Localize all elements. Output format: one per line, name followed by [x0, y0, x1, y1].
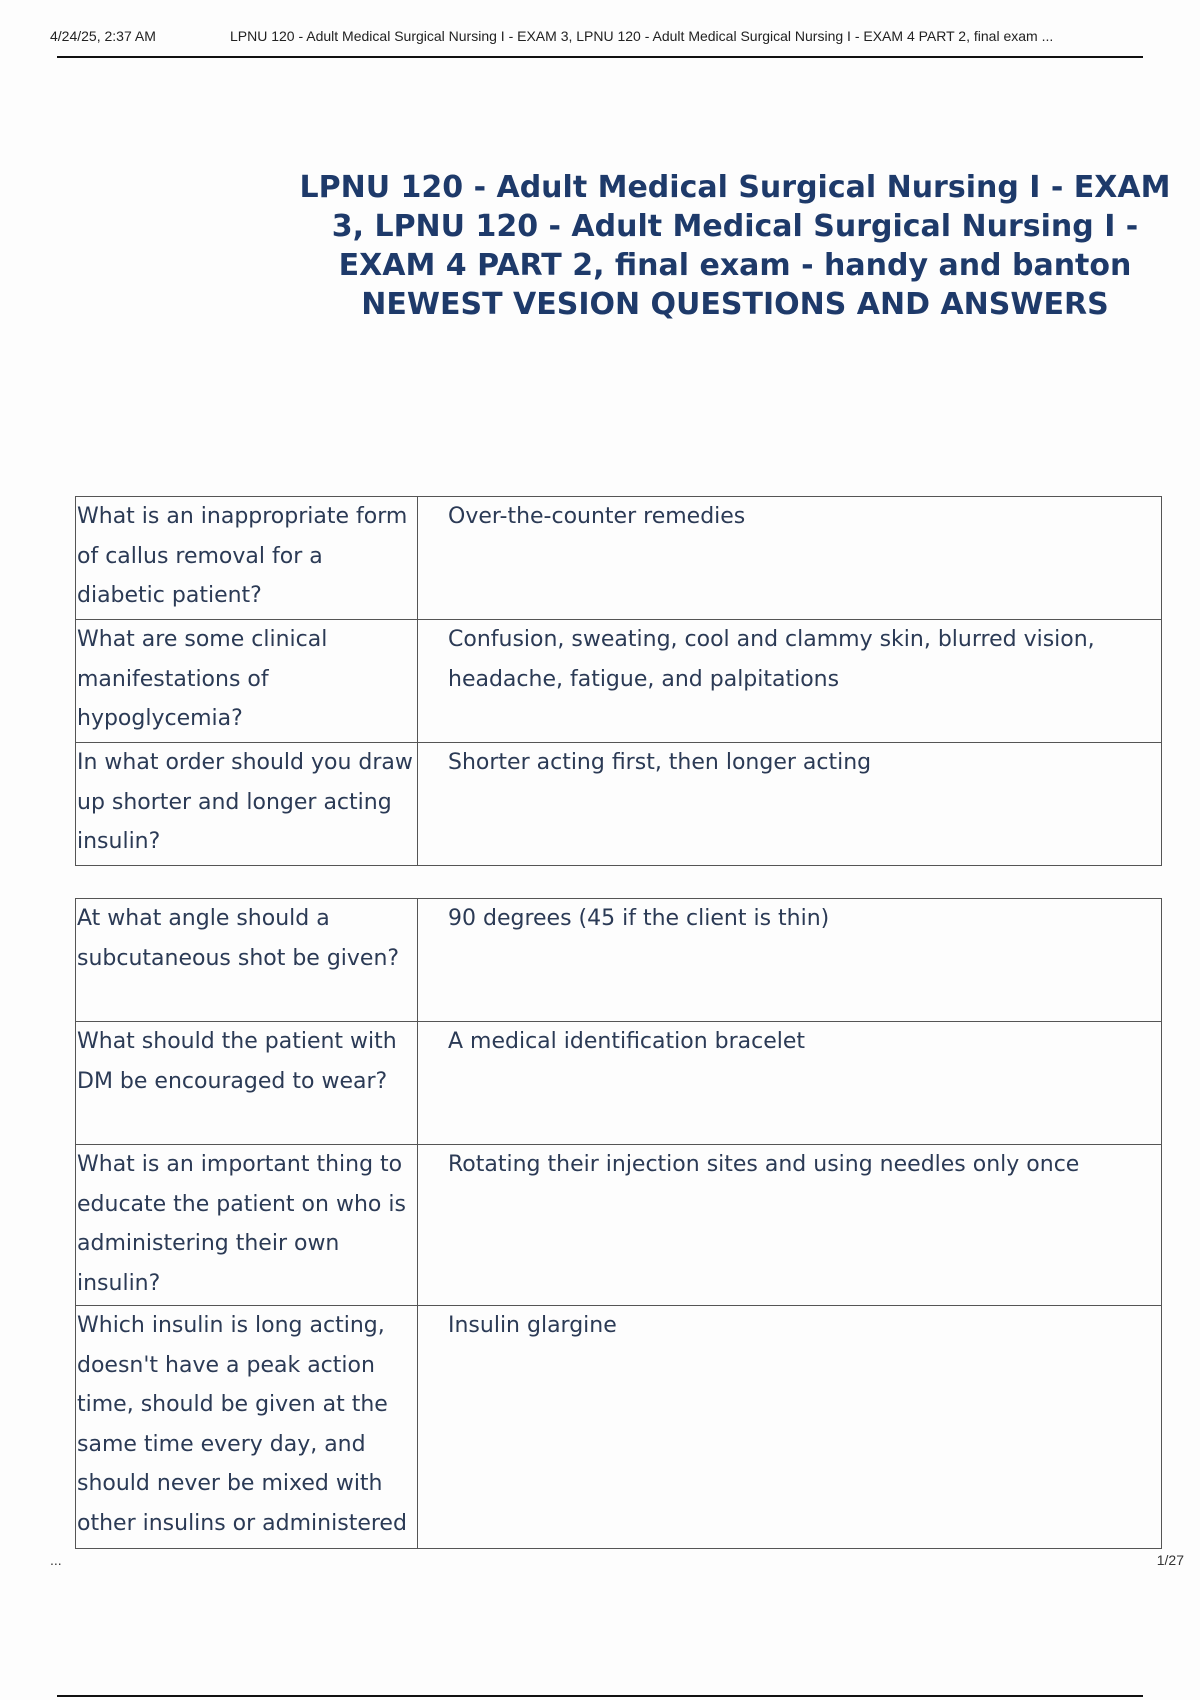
- answer-text: Rotating their injection sites and using needles only once: [448, 1152, 1080, 1177]
- qa-table-1: [75, 496, 1162, 866]
- page-number: 1/27: [1156, 1552, 1184, 1568]
- question-cell: [76, 620, 418, 743]
- answer-text: Confusion, sweating, cool and clammy skin, blurred vision, headache, fatigue, and palpitations: [448, 627, 1095, 692]
- answer-text: A medical identification bracelet: [448, 1029, 806, 1054]
- answer-cell: [418, 497, 1162, 620]
- question-cell: [76, 1022, 418, 1145]
- header-divider: [57, 56, 1143, 58]
- question-text: At what angle should a subcutaneous shot be given?: [77, 906, 400, 971]
- question-cell: [76, 743, 418, 866]
- table-row: [76, 620, 1162, 743]
- qa-table-2: [75, 898, 1162, 1549]
- print-header: [50, 28, 1150, 50]
- table-row: [76, 899, 1162, 1022]
- answer-text: Insulin glargine: [448, 1313, 617, 1338]
- answer-text: Over-the-counter remedies: [448, 504, 746, 529]
- question-cell: [76, 899, 418, 1022]
- table-row: [76, 497, 1162, 620]
- footer-divider: [57, 1695, 1143, 1697]
- question-text: What should the patient with DM be encouraged to wear?: [77, 1029, 397, 1094]
- print-date: 4/24/25, 2:37 AM: [50, 28, 156, 44]
- question-cell: [76, 1145, 418, 1306]
- answer-cell: [418, 899, 1162, 1022]
- table-row: [76, 743, 1162, 866]
- question-text: In what order should you draw up shorter and longer acting insulin?: [77, 750, 413, 854]
- question-text: What are some clinical manifestations of hypoglycemia?: [77, 627, 328, 731]
- print-footer: [0, 1552, 1200, 1576]
- answer-text: Shorter acting first, then longer acting: [448, 750, 872, 775]
- question-text: What is an inappropriate form of callus removal for a diabetic patient?: [77, 504, 408, 608]
- answer-cell: [418, 620, 1162, 743]
- question-cell: [76, 497, 418, 620]
- question-text: Which insulin is long acting, doesn't have a peak action time, should be given at the same time every day, and should never be mixed with other insulins or administered: [77, 1313, 407, 1536]
- question-text: What is an important thing to educate the patient on who is administering their own insulin?: [77, 1152, 406, 1296]
- question-cell: [76, 1306, 418, 1549]
- answer-text: 90 degrees (45 if the client is thin): [448, 906, 830, 931]
- answer-cell: [418, 1022, 1162, 1145]
- answer-cell: [418, 743, 1162, 866]
- table-row: [76, 1145, 1162, 1306]
- document-title: LPNU 120 - Adult Medical Surgical Nursing I - EXAM 3, LPNU 120 - Adult Medical Surgical Nursing I - EXAM 4 PART 2, final exam - handy and banton NEWEST VESION QUESTIONS AND ANSWERS: [299, 170, 1171, 322]
- print-page-title: LPNU 120 - Adult Medical Surgical Nursing I - EXAM 3, LPNU 120 - Adult Medical Surgical Nursing I - EXAM 4 PART 2, final exam ...: [230, 28, 1054, 44]
- answer-cell: [418, 1145, 1162, 1306]
- table-row: [76, 1022, 1162, 1145]
- table-row: [76, 1306, 1162, 1549]
- answer-cell: [418, 1306, 1162, 1549]
- footer-ellipsis: ...: [50, 1552, 62, 1568]
